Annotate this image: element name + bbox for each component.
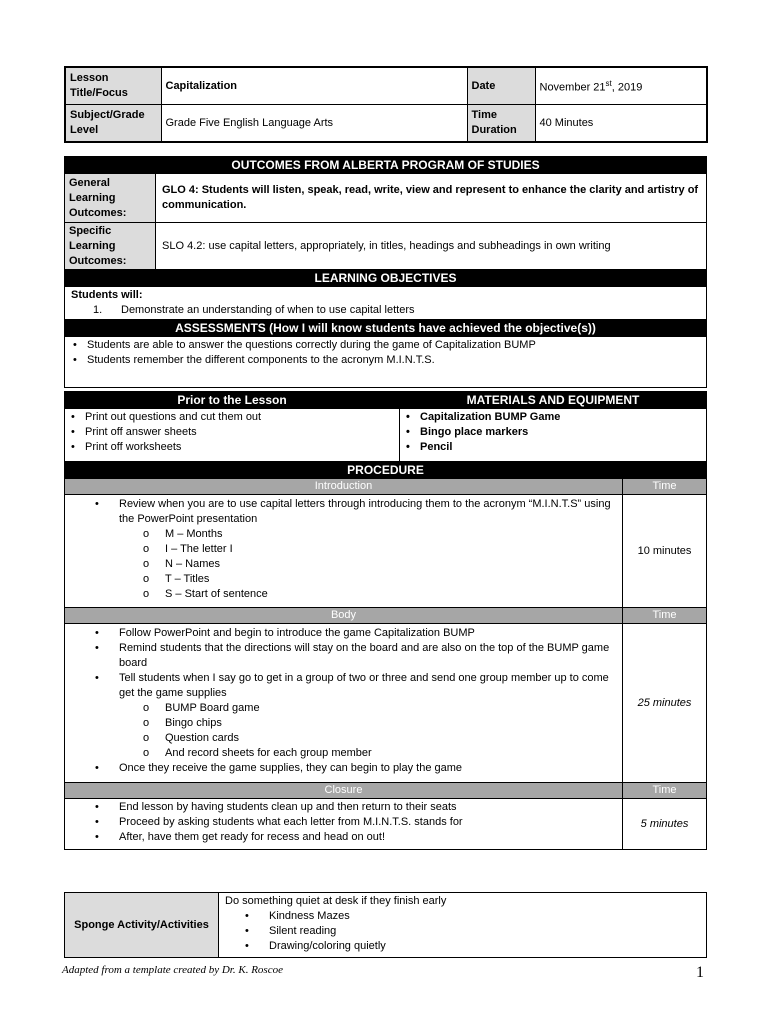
lesson-plan-table xyxy=(64,156,707,388)
prior-list xyxy=(65,409,400,462)
supply-item: o Question cards xyxy=(69,731,618,746)
procedure-heading: PROCEDURE xyxy=(65,462,707,479)
body-label: Body xyxy=(65,608,623,624)
materials-list xyxy=(400,409,707,462)
material-item: • Bingo place markers xyxy=(404,425,702,440)
materials-heading: MATERIALS AND EQUIPMENT xyxy=(400,392,707,409)
sponge-label: Sponge Activity/Activities xyxy=(65,893,219,958)
mints-item: o N – Names xyxy=(69,557,618,572)
time-duration-value: 40 Minutes xyxy=(535,105,707,143)
body-item: • Remind students that the directions will stay on the board and are also on the top of the BUMP game board xyxy=(69,641,618,671)
body-item: • Once they receive the game supplies, they can begin to play the game xyxy=(69,761,618,776)
time-duration-label: Time Duration xyxy=(467,105,535,143)
sponge-item: • Kindness Mazes xyxy=(219,909,700,924)
prior-item: • Print off worksheets xyxy=(69,440,395,455)
prior-materials-table xyxy=(64,391,707,462)
closure-item: • Proceed by asking students what each letter from M.I.N.T.S. stands for xyxy=(69,815,618,830)
outcomes-heading: OUTCOMES FROM ALBERTA PROGRAM OF STUDIES xyxy=(65,157,707,174)
assessment-item: • Students are able to answer the questions correctly during the game of Capitalization BUMP xyxy=(71,338,700,353)
general-outcomes-label: General Learning Outcomes: xyxy=(65,174,156,223)
body-item: • Tell students when I say go to get in a group of two or three and send one group member up to come get the game supplies xyxy=(69,671,618,701)
mints-item: o I – The letter I xyxy=(69,542,618,557)
body-item: • Follow PowerPoint and begin to introduce the game Capitalization BUMP xyxy=(69,626,618,641)
lesson-header-table xyxy=(64,66,708,143)
closure-content xyxy=(65,799,623,850)
date-value: November 21st, 2019 xyxy=(535,67,707,105)
introduction-item: • Review when you are to use capital letters through introducing them to the acronym “M.I.N.T.S” using the PowerPoint presentation xyxy=(69,497,618,527)
objectives-intro: Students will: xyxy=(71,289,143,301)
subject-grade-value: Grade Five English Language Arts xyxy=(161,105,467,143)
closure-item: • After, have them get ready for recess and head on out! xyxy=(69,830,618,845)
sponge-item: • Silent reading xyxy=(219,924,700,939)
closure-time: 5 minutes xyxy=(623,799,707,850)
mints-item: o S – Start of sentence xyxy=(69,587,618,602)
closure-time-label: Time xyxy=(623,783,707,799)
date-label: Date xyxy=(467,67,535,105)
material-item: • Pencil xyxy=(404,440,702,455)
introduction-content xyxy=(65,495,623,608)
introduction-label: Introduction xyxy=(65,479,623,495)
supply-item: o BUMP Board game xyxy=(69,701,618,716)
lesson-title-value: Capitalization xyxy=(161,67,467,105)
objective-item: 1. Demonstrate an understanding of when to use capital letters xyxy=(93,304,415,316)
sponge-item: • Drawing/coloring quietly xyxy=(219,939,700,954)
objectives-content xyxy=(65,287,707,320)
sponge-intro: Do something quiet at desk if they finish early xyxy=(225,895,447,907)
mints-item: o T – Titles xyxy=(69,572,618,587)
specific-outcomes-label: Specific Learning Outcomes: xyxy=(65,223,156,270)
specific-outcomes-text: SLO 4.2: use capital letters, appropriately, in titles, headings and subheadings in own writing xyxy=(156,223,707,270)
general-outcomes-text: GLO 4: Students will listen, speak, read, write, view and represent to enhance the clarity and artistry of communication. xyxy=(156,174,707,223)
prior-item: • Print off answer sheets xyxy=(69,425,395,440)
sponge-activity-table xyxy=(64,892,707,958)
body-content xyxy=(65,624,623,783)
closure-item: • End lesson by having students clean up and then return to their seats xyxy=(69,800,618,815)
material-item: • Capitalization BUMP Game xyxy=(404,410,702,425)
sponge-content xyxy=(219,893,707,958)
assessments-heading: ASSESSMENTS (How I will know students have achieved the objective(s)) xyxy=(65,320,707,337)
procedure-table xyxy=(64,461,707,850)
prior-heading: Prior to the Lesson xyxy=(65,392,400,409)
footer-credit: Adapted from a template created by Dr. K. Roscoe xyxy=(62,964,283,976)
assessments-content xyxy=(65,337,707,388)
introduction-time-label: Time xyxy=(623,479,707,495)
assessment-item: • Students remember the different components to the acronym M.I.N.T.S. xyxy=(71,353,700,368)
supply-item: o And record sheets for each group member xyxy=(69,746,618,761)
body-time: 25 minutes xyxy=(623,624,707,783)
prior-item: • Print out questions and cut them out xyxy=(69,410,395,425)
body-time-label: Time xyxy=(623,608,707,624)
lesson-title-label: Lesson Title/Focus xyxy=(65,67,161,105)
introduction-time: 10 minutes xyxy=(623,495,707,608)
subject-grade-label: Subject/Grade Level xyxy=(65,105,161,143)
mints-item: o M – Months xyxy=(69,527,618,542)
supply-item: o Bingo chips xyxy=(69,716,618,731)
page-number: 1 xyxy=(696,964,704,981)
objectives-heading: LEARNING OBJECTIVES xyxy=(65,270,707,287)
closure-label: Closure xyxy=(65,783,623,799)
